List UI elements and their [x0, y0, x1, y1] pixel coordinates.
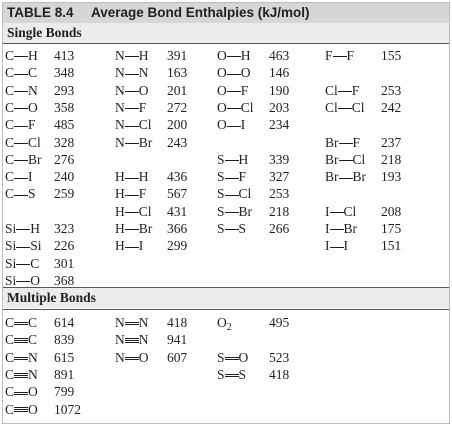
bond-formula	[217, 349, 248, 366]
bond-enthalpy-value: 151	[381, 238, 402, 254]
bond-enthalpy-value: 301	[54, 255, 75, 271]
bond-formula	[5, 331, 37, 348]
bond-line-icon	[14, 56, 28, 57]
bond-formula	[115, 99, 146, 116]
atom-symbol: I	[240, 117, 246, 133]
table-title: Average Bond Enthalpies (kJ/mol)	[91, 5, 310, 20]
bond-formula	[115, 331, 149, 348]
bond-enthalpy-value: 523	[269, 349, 290, 365]
atom-symbol: H	[115, 203, 125, 219]
bond-line-icon	[225, 229, 239, 230]
atom-symbol: Br	[352, 169, 366, 185]
bond-line-icon	[16, 264, 30, 265]
bond-line-icon	[16, 229, 30, 230]
atom-symbol: I	[325, 238, 330, 254]
bond-formula	[5, 237, 42, 254]
atom-symbol: H	[28, 48, 38, 63]
atom-symbol: O	[28, 99, 38, 115]
bond-enthalpy-value: 193	[381, 169, 402, 185]
section-rule	[3, 309, 449, 310]
atom-symbol: S	[217, 221, 225, 236]
bond-formula	[115, 185, 146, 202]
atom-symbol: Br	[28, 151, 42, 167]
bond-line-icon	[14, 126, 28, 127]
atom-symbol: Br	[343, 221, 357, 236]
bond-formula	[5, 349, 38, 366]
atom-symbol: N	[28, 366, 38, 382]
atom-symbol: N	[115, 332, 125, 348]
bond-line-icon	[125, 108, 139, 109]
atom-symbol: S	[217, 151, 225, 167]
atom-symbol: N	[138, 65, 149, 81]
atom-symbol: O	[217, 48, 227, 63]
bond-line-icon	[125, 56, 139, 57]
bond-line-icon	[14, 373, 28, 379]
atom-symbol: C	[5, 99, 15, 115]
atom-symbol: F	[28, 117, 36, 133]
bond-formula	[325, 134, 360, 151]
atom-symbol: C	[5, 82, 15, 98]
atom-symbol: Cl	[352, 151, 366, 167]
bond-formula	[217, 47, 251, 64]
section-heading-multiple: Multiple Bonds	[3, 288, 449, 308]
atom-symbol: Cl	[240, 99, 254, 115]
bond-formula	[115, 314, 149, 331]
bond-line-icon	[339, 160, 353, 161]
bond-line-icon	[125, 322, 139, 325]
bond-line-icon	[14, 338, 28, 344]
bond-enthalpy-value: 436	[167, 169, 188, 185]
atom-symbol: C	[5, 48, 15, 63]
bond-line-icon	[125, 357, 139, 360]
bond-enthalpy-value: 328	[54, 134, 75, 150]
atom-symbol: N	[28, 349, 38, 365]
bond-line-icon	[333, 56, 347, 57]
atom-symbol: Cl	[138, 203, 152, 219]
bond-enthalpy-value: 201	[167, 82, 188, 98]
atom-symbol: N	[115, 315, 125, 330]
bond-formula	[5, 134, 41, 151]
bond-enthalpy-value: 266	[269, 221, 290, 236]
atom-symbol: H	[138, 48, 149, 63]
bond-line-icon	[227, 91, 241, 92]
bond-enthalpy-value: 418	[167, 315, 188, 330]
bond-formula	[115, 116, 152, 133]
atom-symbol: I	[138, 238, 144, 254]
bond-formula	[325, 168, 366, 185]
atom-symbol: Si	[5, 221, 17, 236]
bond-line-icon	[14, 91, 28, 92]
section-rule	[3, 43, 449, 44]
bond-enthalpy-value: 327	[269, 169, 290, 185]
atom-symbol: Br	[325, 169, 339, 185]
atom-symbol: O	[240, 65, 251, 81]
atom-symbol: I	[28, 169, 33, 185]
bond-formula	[115, 220, 152, 237]
bond-enthalpy-value: 431	[167, 203, 188, 219]
bond-line-icon	[338, 108, 352, 109]
table-label: TABLE 8.4	[7, 5, 74, 20]
atom-symbol: Br	[138, 221, 153, 236]
bond-line-icon	[330, 247, 344, 248]
bond-formula	[217, 185, 251, 202]
bond-formula	[325, 82, 359, 99]
atom-symbol: O	[217, 82, 227, 98]
atom-symbol: C	[5, 134, 15, 150]
atom-symbol: I	[325, 203, 330, 219]
bond-line-icon	[330, 212, 344, 213]
bond-formula	[217, 99, 254, 116]
atom-symbol: O	[30, 272, 41, 288]
atom-symbol: C	[28, 332, 38, 348]
atom-symbol: N	[28, 82, 38, 98]
bond-formula	[5, 314, 37, 331]
atom-symbol: C	[30, 255, 40, 271]
bond-formula	[217, 82, 248, 99]
atom-symbol: C	[5, 349, 15, 365]
bond-formula	[5, 47, 38, 64]
bond-line-icon	[125, 247, 139, 248]
bond-formula	[325, 47, 354, 64]
bond-formula	[5, 151, 42, 168]
atom-symbol: H	[240, 48, 251, 63]
bond-enthalpy-value: 203	[269, 99, 290, 115]
bond-formula	[217, 220, 246, 237]
bond-enthalpy-value: 413	[54, 48, 75, 63]
bond-enthalpy-value: 891	[54, 366, 75, 382]
bond-formula	[5, 383, 38, 400]
subscript: 2	[226, 322, 232, 333]
bond-line-icon	[227, 74, 241, 75]
bond-enthalpy-value: 323	[54, 221, 75, 236]
bond-enthalpy-value: 418	[269, 366, 290, 382]
atom-symbol: Cl	[325, 99, 338, 115]
atom-symbol: C	[5, 151, 15, 167]
bond-formula	[325, 99, 365, 116]
bond-line-icon	[125, 229, 139, 230]
bond-line-icon	[14, 74, 28, 75]
bond-enthalpy-value: 240	[54, 169, 75, 185]
bond-line-icon	[339, 143, 353, 144]
bond-line-icon	[14, 195, 28, 196]
bond-formula	[115, 203, 152, 220]
bond-formula	[217, 168, 246, 185]
atom-symbol: N	[115, 134, 125, 150]
bond-enthalpy-value: 463	[269, 48, 290, 63]
atom-symbol: S	[217, 186, 225, 202]
atom-symbol: Cl	[138, 117, 152, 133]
bond-line-icon	[125, 338, 139, 344]
bond-line-icon	[14, 322, 28, 325]
bond-formula	[115, 237, 143, 254]
bond-formula	[325, 151, 365, 168]
atom-symbol: N	[115, 349, 125, 365]
bond-formula	[5, 116, 36, 133]
atom-symbol: Br	[238, 203, 253, 219]
atom-symbol: F	[346, 48, 355, 63]
bond-enthalpy-value: 366	[167, 221, 188, 236]
bond-line-icon	[227, 126, 241, 127]
atom-symbol: S	[28, 186, 36, 202]
bond-formula	[217, 64, 251, 81]
atom-symbol: H	[115, 169, 125, 185]
bond-line-icon	[16, 247, 30, 248]
atom-symbol: O	[217, 99, 227, 115]
bond-enthalpy-value: 368	[54, 272, 75, 288]
table-title-bar	[3, 3, 449, 24]
bond-enthalpy-value: 799	[54, 384, 75, 400]
bond-enthalpy-value: 567	[167, 186, 188, 202]
bond-enthalpy-value: 339	[269, 151, 290, 167]
bond-enthalpy-value: 208	[381, 203, 402, 219]
atom-symbol: C	[5, 401, 15, 417]
bond-enthalpy-value: 175	[381, 221, 402, 236]
atom-symbol: F	[351, 82, 360, 98]
bond-formula	[217, 151, 248, 168]
atom-symbol: S	[238, 221, 247, 236]
atom-symbol: I	[325, 221, 330, 236]
bond-line-icon	[125, 195, 139, 196]
bond-formula	[5, 99, 38, 116]
atom-symbol: F	[238, 169, 247, 185]
atom-symbol: Si	[30, 238, 42, 254]
atom-symbol: C	[28, 315, 38, 330]
bond-enthalpy-value: 190	[269, 82, 290, 98]
atom-symbol: Br	[325, 151, 339, 167]
bond-line-icon	[225, 212, 239, 213]
atom-symbol: Cl	[351, 99, 365, 115]
atom-symbol: Cl	[343, 203, 357, 219]
atom-symbol: C	[5, 332, 15, 348]
atom-symbol: C	[5, 117, 15, 133]
bond-line-icon	[16, 281, 30, 282]
atom-symbol: O	[217, 315, 227, 330]
bond-enthalpy-value: 485	[54, 117, 75, 133]
atom-symbol: O	[217, 117, 227, 133]
bond-formula	[115, 64, 149, 81]
atom-symbol: O	[238, 349, 249, 365]
atom-symbol: H	[138, 169, 149, 185]
bond-enthalpy-value: 218	[381, 151, 402, 167]
atom-symbol: F	[240, 82, 249, 98]
atom-symbol: S	[217, 203, 225, 219]
atom-symbol: N	[138, 315, 149, 330]
bond-line-icon	[330, 229, 344, 230]
bond-formula	[325, 203, 356, 220]
atom-symbol: C	[5, 366, 15, 382]
atom-symbol: H	[115, 221, 125, 236]
bond-enthalpy-value: 276	[54, 151, 75, 167]
atom-symbol: C	[28, 65, 38, 81]
bond-enthalpy-value: 839	[54, 332, 75, 348]
atom-symbol: N	[115, 117, 125, 133]
bond-line-icon	[338, 91, 352, 92]
bond-line-icon	[225, 178, 239, 179]
bond-line-icon	[125, 143, 139, 144]
atom-symbol: S	[217, 349, 225, 365]
bond-formula	[115, 349, 149, 366]
bond-enthalpy-value: 226	[54, 238, 75, 254]
bond-formula	[5, 185, 36, 202]
bond-enthalpy-value: 218	[269, 203, 290, 219]
section-heading-single: Single Bonds	[3, 23, 449, 43]
bond-enthalpy-value: 155	[381, 48, 402, 63]
atom-symbol: N	[115, 82, 125, 98]
bond-formula	[217, 314, 232, 331]
bond-line-icon	[225, 195, 239, 196]
bond-line-icon	[14, 407, 28, 413]
bond-enthalpy-table	[2, 2, 450, 424]
atom-symbol: C	[5, 186, 15, 202]
bond-formula	[325, 220, 357, 237]
bond-enthalpy-value: 234	[269, 117, 290, 133]
bond-enthalpy-value: 242	[381, 99, 402, 115]
atom-symbol: O	[138, 349, 149, 365]
bond-formula	[115, 47, 149, 64]
atom-symbol: F	[325, 48, 333, 63]
bond-enthalpy-value: 293	[54, 82, 75, 98]
atom-symbol: Si	[5, 238, 17, 254]
atom-symbol: F	[138, 186, 147, 202]
bond-enthalpy-value: 391	[167, 48, 188, 63]
bond-enthalpy-value: 200	[167, 117, 188, 133]
atom-symbol: C	[5, 384, 15, 400]
bond-enthalpy-value: 272	[167, 99, 188, 115]
atom-symbol: N	[115, 65, 125, 81]
atom-symbol: N	[138, 332, 149, 348]
bond-line-icon	[225, 357, 239, 360]
bond-line-icon	[14, 108, 28, 109]
atom-symbol: S	[217, 169, 225, 185]
atom-symbol: Cl	[325, 82, 338, 98]
bond-formula	[5, 168, 33, 185]
atom-symbol: C	[5, 315, 15, 330]
atom-symbol: F	[352, 134, 361, 150]
bond-line-icon	[125, 212, 139, 213]
atom-symbol: C	[5, 65, 15, 81]
bond-formula	[5, 220, 40, 237]
bond-line-icon	[125, 74, 139, 75]
bond-formula	[115, 134, 152, 151]
atom-symbol: O	[28, 401, 38, 417]
bond-enthalpy-value: 1072	[54, 401, 81, 417]
bond-formula	[217, 203, 252, 220]
atom-symbol: H	[115, 186, 125, 202]
atom-symbol: Si	[5, 255, 17, 271]
bond-line-icon	[227, 56, 241, 57]
bond-line-icon	[339, 178, 353, 179]
atom-symbol: H	[115, 238, 125, 254]
atom-symbol: N	[115, 48, 125, 63]
atom-symbol: H	[30, 221, 41, 236]
bond-line-icon	[14, 392, 28, 395]
atom-symbol: S	[238, 366, 247, 382]
bond-line-icon	[225, 374, 239, 377]
bond-line-icon	[14, 357, 28, 360]
bond-enthalpy-value: 607	[167, 349, 188, 365]
bond-enthalpy-value: 348	[54, 65, 75, 81]
bond-line-icon	[125, 126, 139, 127]
bond-enthalpy-value: 941	[167, 332, 188, 348]
atom-symbol: Br	[138, 134, 153, 150]
bond-formula	[5, 64, 37, 81]
bond-line-icon	[14, 160, 28, 161]
atom-symbol: Cl	[28, 134, 41, 150]
bond-formula	[217, 366, 246, 383]
bond-enthalpy-value: 615	[54, 349, 75, 365]
bond-formula	[115, 168, 149, 185]
atom-symbol: Si	[5, 272, 17, 288]
bond-line-icon	[227, 108, 241, 109]
bond-enthalpy-value: 146	[269, 65, 290, 81]
bond-enthalpy-value: 243	[167, 134, 188, 150]
bond-formula	[5, 82, 38, 99]
atom-symbol: S	[217, 366, 225, 382]
bond-enthalpy-value: 495	[269, 315, 290, 330]
bond-line-icon	[125, 178, 139, 179]
bond-enthalpy-value: 163	[167, 65, 188, 81]
bond-enthalpy-value: 259	[54, 186, 75, 202]
bond-enthalpy-value: 614	[54, 315, 75, 330]
atom-symbol: H	[238, 151, 249, 167]
atom-symbol: O	[217, 65, 227, 81]
atom-symbol: C	[5, 169, 15, 185]
bond-line-icon	[14, 178, 28, 179]
bond-formula	[5, 366, 38, 383]
bond-formula	[217, 116, 245, 133]
bond-enthalpy-value: 358	[54, 99, 75, 115]
bond-line-icon	[14, 143, 28, 144]
atom-symbol: O	[138, 82, 149, 98]
atom-symbol: Br	[325, 134, 339, 150]
atom-symbol: O	[28, 384, 38, 400]
bond-formula	[115, 82, 149, 99]
atom-symbol: Cl	[238, 186, 252, 202]
bond-enthalpy-value: 253	[269, 186, 290, 202]
bond-formula	[5, 255, 39, 272]
bond-formula	[325, 237, 348, 254]
bond-formula	[5, 401, 38, 418]
atom-symbol: F	[138, 99, 147, 115]
bond-enthalpy-value: 237	[381, 134, 402, 150]
atom-symbol: I	[343, 238, 348, 254]
bond-line-icon	[225, 160, 239, 161]
bond-enthalpy-value: 253	[381, 82, 402, 98]
bond-enthalpy-value: 299	[167, 238, 188, 254]
atom-symbol: N	[115, 99, 125, 115]
bond-line-icon	[125, 91, 139, 92]
